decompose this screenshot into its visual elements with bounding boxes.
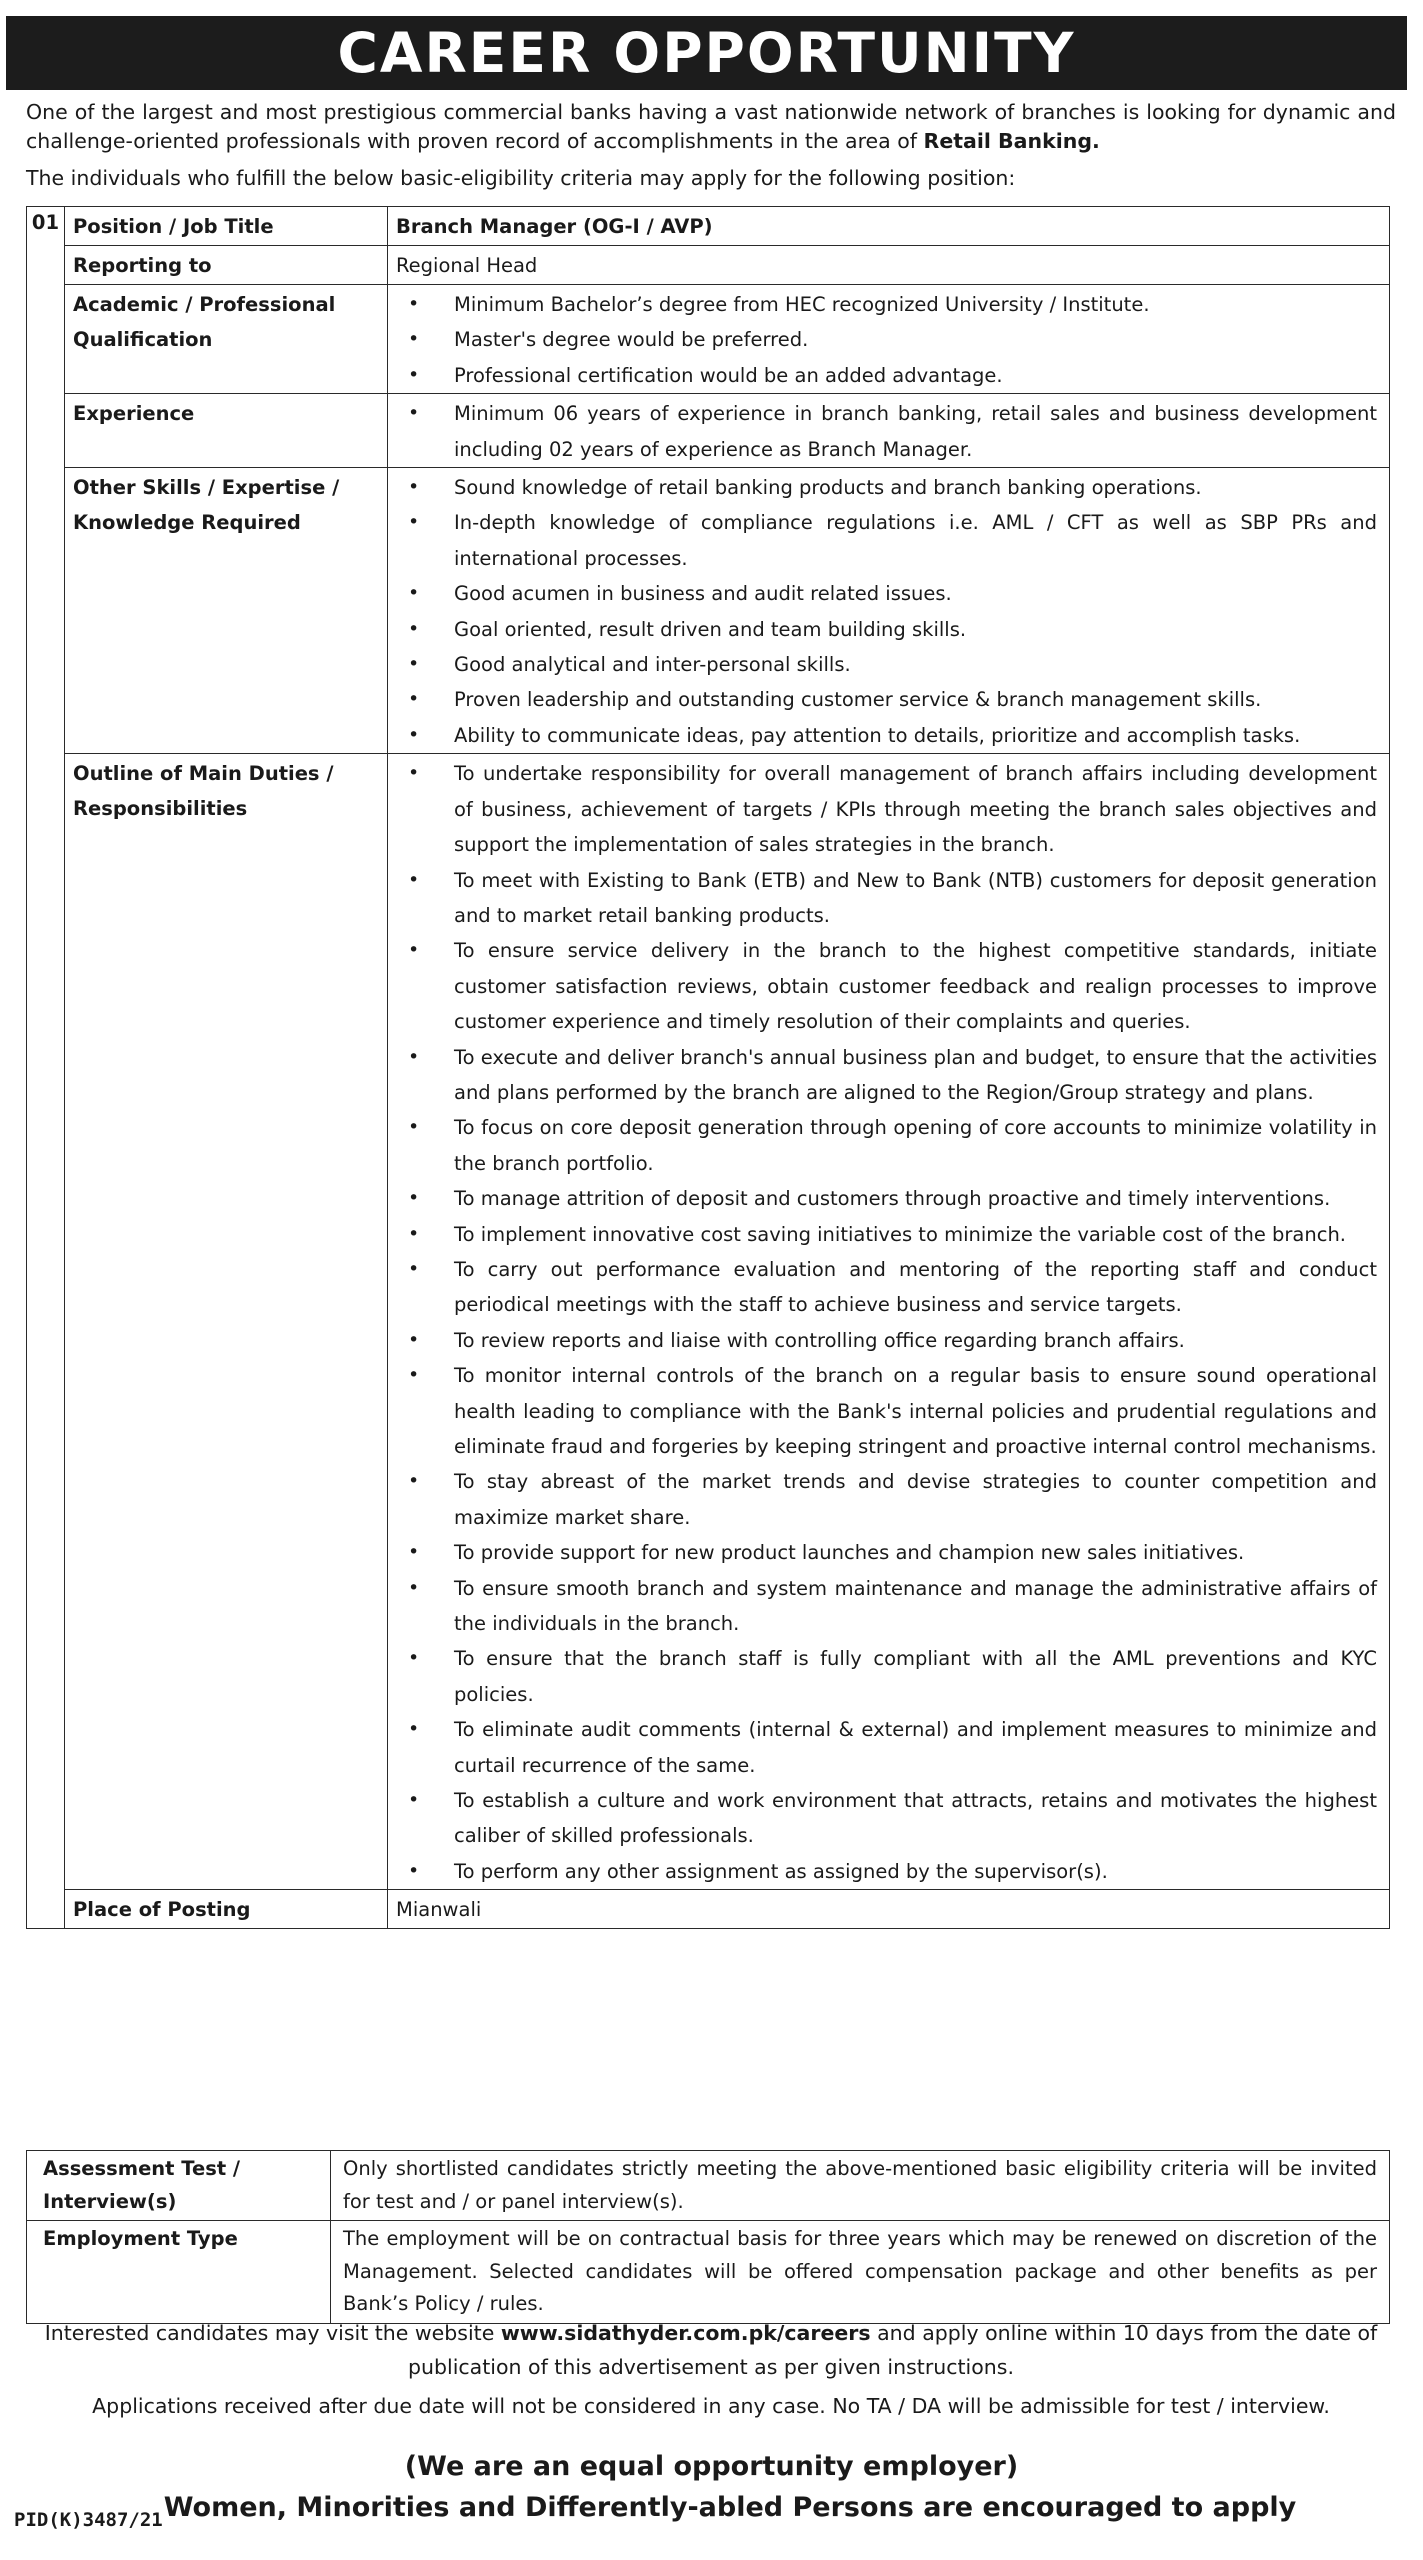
list-item <box>396 1712 1381 1783</box>
table-row <box>27 754 1390 1890</box>
bullet-list <box>396 287 1381 393</box>
position-number-spacer <box>27 246 65 285</box>
list-item-text: To stay abreast of the market trends and devise strategies to counter competition and maximize market share. <box>454 1470 1377 1529</box>
bullet-icon: • <box>408 653 420 676</box>
list-item <box>396 933 1381 1039</box>
list-item-text: To execute and deliver branch's annual business plan and budget, to ensure that the activities and plans performed by the branch are aligned to the Region/Group strategy and plans. <box>454 1045 1377 1104</box>
row-value-text: Mianwali <box>396 1898 482 1922</box>
bullet-icon: • <box>408 1045 420 1068</box>
list-item-text: To ensure smooth branch and system maintenance and manage the administrative affairs of the individuals in the branch. <box>454 1576 1377 1636</box>
table-row <box>27 207 1390 246</box>
bullet-icon: • <box>408 1187 420 1210</box>
careers-website-link[interactable]: www.sidathyder.com.pk/careers <box>500 2321 871 2345</box>
table-row <box>27 2221 1390 2324</box>
list-item-text: To meet with Existing to Bank (ETB) and New to Bank (NTB) customers for deposit generation and to market retail banking products. <box>454 868 1377 927</box>
row-value-text: Regional Head <box>396 254 538 277</box>
position-number: 01 <box>27 207 65 246</box>
list-item <box>396 1783 1381 1854</box>
list-item <box>396 1252 1381 1323</box>
table-row <box>27 1890 1390 1929</box>
term-value: The employment will be on contractual basis for three years which may be renewed on discretion of the Management. Selected candidates will be offered compensation package and other benefits as per Bank’s Policy / rules. <box>331 2221 1390 2324</box>
bullet-icon: • <box>408 1576 420 1599</box>
apply-instructions <box>26 2316 1396 2384</box>
list-item <box>396 1535 1381 1570</box>
list-item <box>396 1571 1381 1642</box>
position-number-spacer <box>27 1890 65 1929</box>
list-item-text: To manage attrition of deposit and customers through proactive and timely interventions. <box>454 1187 1331 1211</box>
position-number-spacer <box>27 468 65 754</box>
position-number-spacer <box>27 285 65 394</box>
list-item-text: Good analytical and inter-personal skills. <box>454 653 851 677</box>
list-item-text: Good acumen in business and audit related issues. <box>454 582 952 606</box>
bullet-icon: • <box>408 1541 420 1564</box>
list-item <box>396 1110 1381 1181</box>
position-number-spacer <box>27 754 65 1890</box>
list-item-text: To ensure service delivery in the branch to the highest competitive standards, initiate customer satisfaction reviews, obtain customer feedback and realign processes to improve customer experience and timely resolution of their complaints and queries. <box>454 939 1377 1034</box>
list-item-text: To perform any other assignment as assigned by the supervisor(s). <box>454 1859 1108 1883</box>
bullet-icon: • <box>408 1257 420 1280</box>
bullet-icon: • <box>408 723 420 746</box>
bullet-icon: • <box>408 1647 420 1670</box>
list-item-text: Professional certification would be an added advantage. <box>454 363 1003 387</box>
list-item-text: Sound knowledge of retail banking products and branch banking operations. <box>454 476 1202 500</box>
list-item <box>396 647 1381 682</box>
bullet-icon: • <box>408 1789 420 1812</box>
list-item <box>396 322 1381 357</box>
list-item-text: To provide support for new product launches and champion new sales initiatives. <box>454 1541 1245 1565</box>
bullet-icon: • <box>408 1328 420 1351</box>
list-item <box>396 470 1381 505</box>
bullet-icon: • <box>408 939 420 962</box>
bullet-icon: • <box>408 402 420 425</box>
list-item-text: To undertake responsibility for overall management of branch affairs including development of business, achievement of targets / KPIs through meeting the branch sales objectives and support the implementation of sales strategies in the branch. <box>454 762 1377 857</box>
row-value <box>388 394 1390 468</box>
term-value: Only shortlisted candidates strictly meeting the above-mentioned basic eligibility criteria will be invited for test and / or panel interview(s). <box>331 2151 1390 2221</box>
list-item-text: Master's degree would be preferred. <box>454 328 809 352</box>
bullet-icon: • <box>408 1116 420 1139</box>
bullet-icon: • <box>408 293 420 315</box>
due-date-notice: Applications received after due date will not be considered in any case. No TA / DA will be admissible for test / interview. <box>92 2394 1330 2418</box>
row-value-text: Branch Manager (OG-I / AVP) <box>396 215 713 238</box>
term-label: Employment Type <box>27 2221 331 2324</box>
bullet-icon: • <box>408 1364 420 1387</box>
row-label: Reporting to <box>65 246 388 285</box>
list-item <box>396 1641 1381 1712</box>
list-item <box>396 358 1381 393</box>
list-item-text: Ability to communicate ideas, pay attention to details, prioritize and accomplish tasks. <box>454 723 1301 747</box>
row-value <box>388 1890 1390 1929</box>
bullet-icon: • <box>408 582 420 605</box>
list-item <box>396 505 1381 576</box>
list-item-text: To review reports and liaise with controlling office regarding branch affairs. <box>454 1328 1185 1352</box>
row-value <box>388 468 1390 754</box>
table-row <box>27 2151 1390 2221</box>
list-item-text: To ensure that the branch staff is fully compliant with all the AML preventions and KYC policies. <box>454 1647 1377 1706</box>
intro-lead: One of the largest and most prestigious commercial banks having a vast nationwide network of branches is looking for dynamic and challenge-oriented professionals with proven record of accomplishments in the area of <box>26 100 1396 153</box>
list-item-text: To focus on core deposit generation through opening of core accounts to minimize volatility in the branch portfolio. <box>454 1116 1377 1175</box>
bullet-icon: • <box>408 1222 420 1245</box>
bullet-icon: • <box>408 868 420 891</box>
list-item <box>396 1181 1381 1216</box>
bullet-icon: • <box>408 617 420 640</box>
list-item <box>396 1854 1381 1889</box>
list-item <box>396 612 1381 647</box>
bullet-icon: • <box>408 762 420 785</box>
row-value <box>388 285 1390 394</box>
bullet-icon: • <box>408 1859 420 1882</box>
list-item <box>396 1217 1381 1252</box>
encouragement-statement: Women, Minorities and Differently-abled Persons are encouraged to apply <box>163 2492 1297 2523</box>
bullet-icon: • <box>408 1470 420 1493</box>
term-label: Assessment Test / Interview(s) <box>27 2151 331 2221</box>
list-item <box>396 287 1381 322</box>
row-label: Academic / Professional Qualification <box>65 285 388 394</box>
bullet-icon: • <box>408 476 420 499</box>
list-item-text: Goal oriented, result driven and team building skills. <box>454 617 967 641</box>
table-row <box>27 468 1390 754</box>
list-item <box>396 718 1381 753</box>
position-number-spacer <box>27 394 65 468</box>
apply-tail: and apply online within 10 days from the date of publication of this advertisement as per given instructions. <box>408 2321 1378 2379</box>
list-item-text: To eliminate audit comments (internal & external) and implement measures to minimize and curtail recurrence of the same. <box>454 1718 1377 1777</box>
list-item <box>396 1464 1381 1535</box>
list-item <box>396 1323 1381 1358</box>
list-item-text: Minimum 06 years of experience in branch banking, retail sales and business development including 02 years of experience as Branch Manager. <box>454 402 1377 461</box>
table-row <box>27 285 1390 394</box>
list-item <box>396 756 1381 862</box>
pid-code: PID(K)3487/21 <box>14 2509 163 2531</box>
list-item <box>396 576 1381 611</box>
bullet-icon: • <box>408 1718 420 1741</box>
row-label: Place of Posting <box>65 1890 388 1929</box>
row-label: Position / Job Title <box>65 207 388 246</box>
list-item <box>396 1358 1381 1464</box>
list-item-text: Proven leadership and outstanding customer service & branch management skills. <box>454 688 1262 712</box>
list-item <box>396 396 1381 467</box>
bullet-icon: • <box>408 688 420 711</box>
title-banner <box>6 16 1407 90</box>
intro-paragraph <box>26 98 1396 156</box>
eligibility-intro: The individuals who fulfill the below basic-eligibility criteria may apply for the following position: <box>26 166 1016 190</box>
list-item <box>396 863 1381 934</box>
bullet-icon: • <box>408 511 420 534</box>
row-label: Experience <box>65 394 388 468</box>
row-label: Outline of Main Duties / Responsibilities <box>65 754 388 1890</box>
list-item-text: To monitor internal controls of the branch on a regular basis to ensure sound operational health leading to compliance with the Bank's internal policies and prudential regulations and eliminate fraud and forgeries by keeping stringent and proactive internal control mechanisms. <box>454 1364 1377 1458</box>
list-item-text: To implement innovative cost saving initiatives to minimize the variable cost of the branch. <box>454 1222 1347 1246</box>
table-row <box>27 394 1390 468</box>
apply-lead: Interested candidates may visit the website <box>44 2321 495 2345</box>
bullet-list <box>396 470 1381 753</box>
bullet-list <box>396 756 1381 1889</box>
bullet-list <box>396 396 1381 467</box>
bullet-icon: • <box>408 363 420 386</box>
bullet-icon: • <box>408 328 420 351</box>
list-item-text: Minimum Bachelor’s degree from HEC recognized University / Institute. <box>454 293 1150 316</box>
intro-highlight: Retail Banking. <box>923 129 1100 153</box>
row-value <box>388 754 1390 1890</box>
table-row <box>27 246 1390 285</box>
list-item-text: To establish a culture and work environment that attracts, retains and motivates the highest caliber of skilled professionals. <box>454 1789 1377 1848</box>
list-item-text: To carry out performance evaluation and mentoring of the reporting staff and conduct periodical meetings with the staff to achieve business and service targets. <box>454 1257 1377 1317</box>
list-item-text: In-depth knowledge of compliance regulations i.e. AML / CFT as well as SBP PRs and international processes. <box>454 511 1377 570</box>
row-value <box>388 246 1390 285</box>
list-item <box>396 682 1381 717</box>
page-title: CAREER OPPORTUNITY <box>337 21 1076 85</box>
row-label: Other Skills / Expertise / Knowledge Required <box>65 468 388 754</box>
list-item <box>396 1040 1381 1111</box>
position-table <box>26 206 1390 1929</box>
terms-table <box>26 2150 1390 2324</box>
row-value <box>388 207 1390 246</box>
equal-opportunity-statement: (We are an equal opportunity employer) <box>404 2451 1019 2482</box>
